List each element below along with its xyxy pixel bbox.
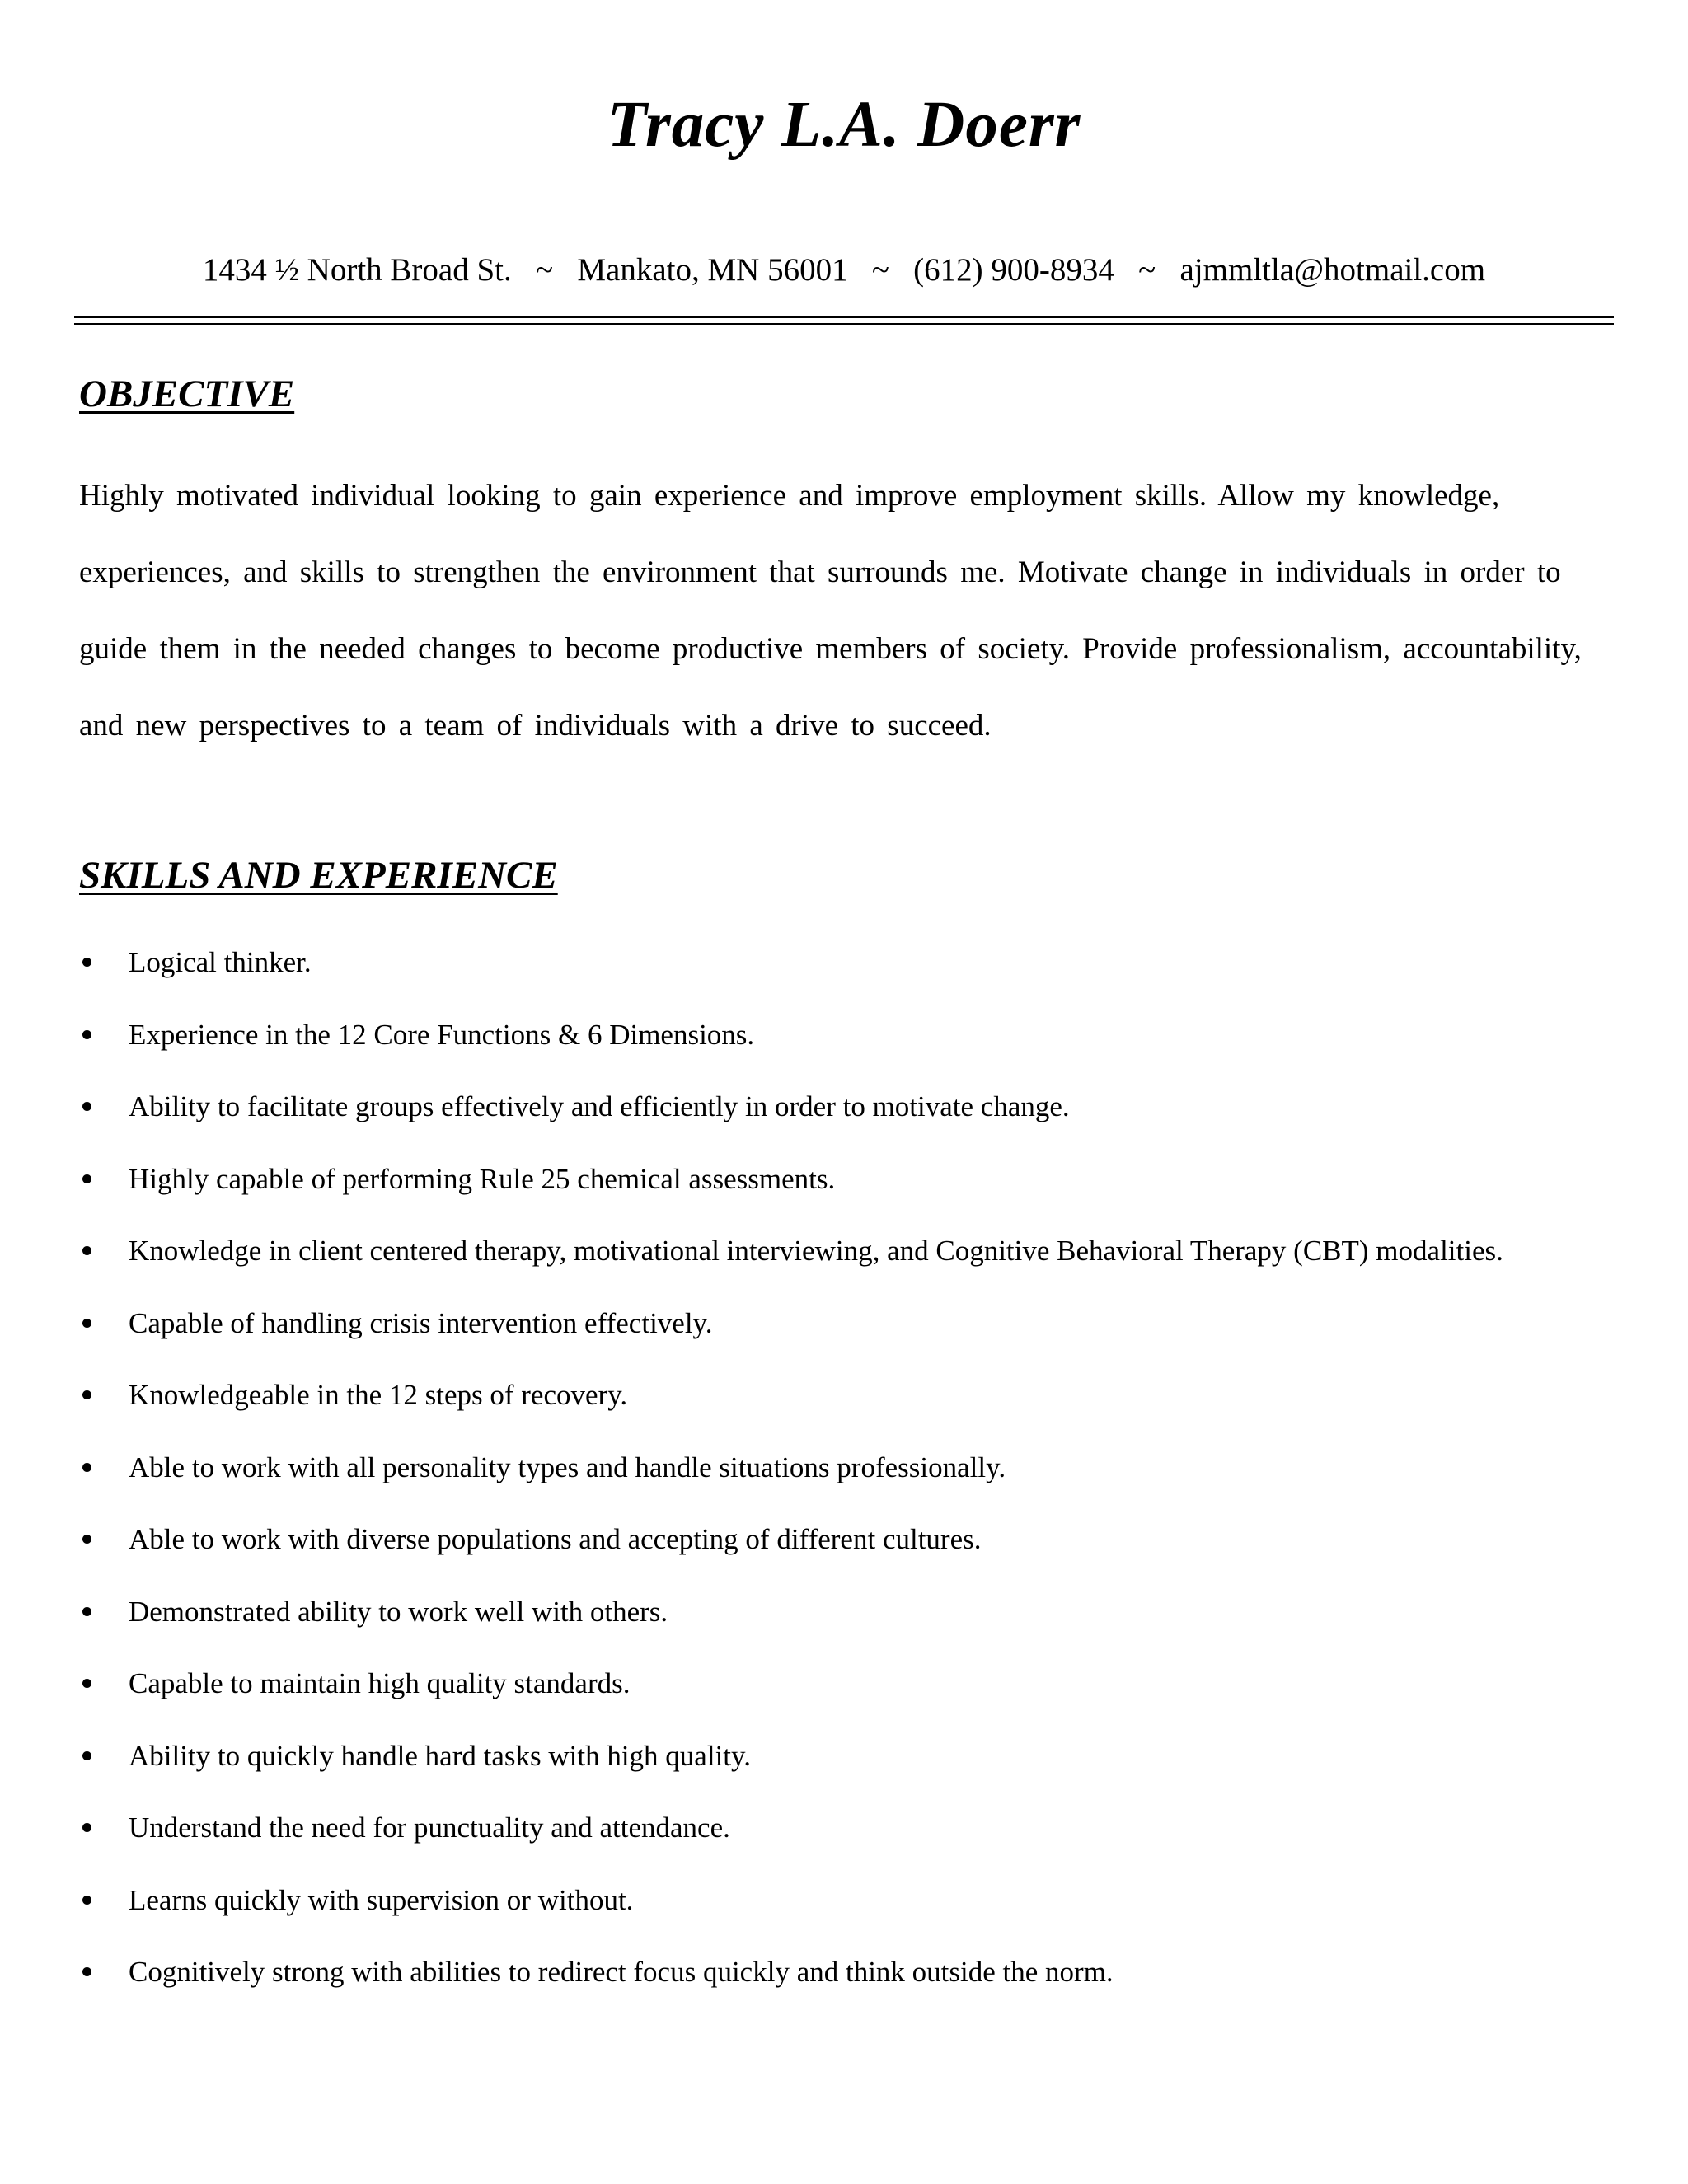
skill-text: Cognitively strong with abilities to redirect focus quickly and think outside the norm. bbox=[129, 1956, 1114, 1988]
skill-text: Able to work with all personality types and handle situations professionally. bbox=[129, 1451, 1006, 1483]
skill-text: Demonstrated ability to work well with others. bbox=[129, 1595, 668, 1628]
skill-text: Capable of handling crisis intervention effectively. bbox=[129, 1306, 713, 1339]
bullet-icon bbox=[82, 1679, 91, 1688]
skill-text: Logical thinker. bbox=[129, 946, 312, 978]
skill-text: Learns quickly with supervision or without. bbox=[129, 1883, 634, 1916]
objective-text: Highly motivated individual looking to gain experience and improve employment skills. Allow my knowledge, experiences, and skills to strengthen the environment that surrounds me. Motivate change in individuals in order to guide them in the needed changes to become productive members of society. Provide professionalism, accountability, and new perspectives to a team of individuals with a drive to succeed. bbox=[79, 479, 1582, 743]
header-divider-top bbox=[74, 316, 1614, 318]
list-item bbox=[79, 1661, 1629, 1733]
list-item bbox=[79, 1733, 1629, 1806]
header-divider-bottom bbox=[74, 323, 1614, 325]
list-item bbox=[79, 940, 1629, 1012]
bullet-icon bbox=[82, 1823, 91, 1832]
resume-name: Tracy L.A. Doerr bbox=[607, 89, 1081, 161]
bullet-icon bbox=[82, 1896, 91, 1905]
skills-list bbox=[79, 940, 1629, 2022]
skill-text: Knowledge in client centered therapy, motivational interviewing, and Cognitive Behavioral Therapy (CBT) modalities. bbox=[129, 1235, 1503, 1267]
bullet-icon bbox=[82, 1102, 91, 1111]
list-item bbox=[79, 1949, 1629, 2022]
skill-text: Capable to maintain high quality standards. bbox=[129, 1667, 631, 1699]
bullet-icon bbox=[82, 1967, 91, 1976]
skills-heading: SKILLS AND EXPERIENCE bbox=[79, 854, 558, 897]
skill-text: Understand the need for punctuality and attendance. bbox=[129, 1811, 730, 1844]
list-item bbox=[79, 1156, 1629, 1229]
skill-text: Ability to quickly handle hard tasks with high quality. bbox=[129, 1739, 751, 1772]
list-item bbox=[79, 1445, 1629, 1517]
contact-line: 1434 ½ North Broad St. ~ Mankato, MN 56001 ~ (612) 900-8934 ~ ajmmltla@hotmail.com bbox=[202, 252, 1486, 288]
bullet-icon bbox=[82, 1463, 91, 1472]
bullet-icon bbox=[82, 1607, 91, 1616]
bullet-icon bbox=[82, 1174, 91, 1183]
list-item bbox=[79, 1084, 1629, 1156]
list-item bbox=[79, 1228, 1629, 1301]
bullet-icon bbox=[82, 1751, 91, 1760]
bullet-icon bbox=[82, 1246, 91, 1255]
list-item bbox=[79, 1372, 1629, 1445]
bullet-icon bbox=[82, 1030, 91, 1039]
list-item bbox=[79, 1012, 1629, 1085]
list-item bbox=[79, 1805, 1629, 1877]
skill-text: Knowledgeable in the 12 steps of recovery. bbox=[129, 1379, 628, 1411]
bullet-icon bbox=[82, 1390, 91, 1399]
list-item bbox=[79, 1877, 1629, 1950]
list-item bbox=[79, 1516, 1629, 1589]
skill-text: Experience in the 12 Core Functions & 6 Dimensions. bbox=[129, 1018, 755, 1051]
skill-text: Highly capable of performing Rule 25 chemical assessments. bbox=[129, 1162, 836, 1195]
objective-heading: OBJECTIVE bbox=[79, 373, 295, 415]
bullet-icon bbox=[82, 1319, 91, 1328]
bullet-icon bbox=[82, 958, 91, 967]
list-item bbox=[79, 1301, 1629, 1373]
bullet-icon bbox=[82, 1535, 91, 1544]
skill-text: Able to work with diverse populations and accepting of different cultures. bbox=[129, 1523, 982, 1555]
skill-text: Ability to facilitate groups effectively and efficiently in order to motivate change. bbox=[129, 1090, 1070, 1122]
list-item bbox=[79, 1589, 1629, 1661]
